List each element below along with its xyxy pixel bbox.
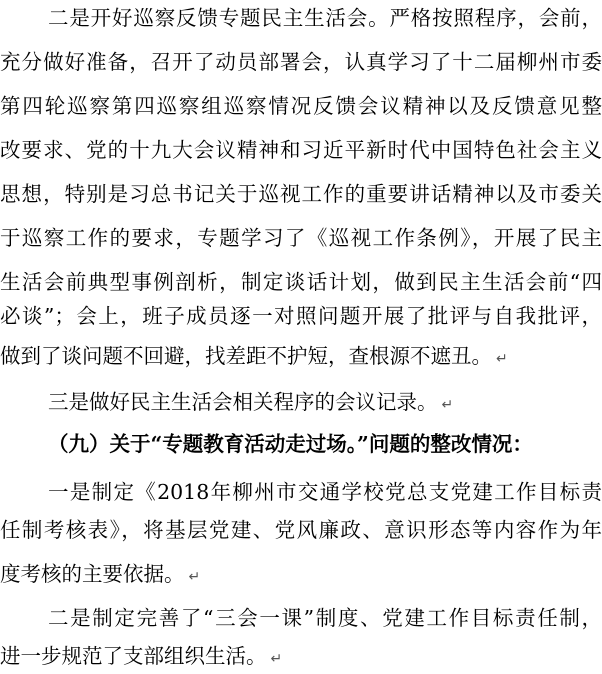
text-line: 任制考核表》，将基层党建、党风廉政、意识形态等内容作为年 xyxy=(0,518,602,542)
text-line xyxy=(0,340,602,372)
text-line: 必谈”；会上，班子成员逐一对照问题开展了批评与自我批评， xyxy=(0,304,602,328)
paragraph-mark-icon: ↵ xyxy=(270,651,283,667)
line-text: 度考核的主要依据。 xyxy=(0,562,185,586)
line-text: 做到了谈问题不回避，找差距不护短，查根源不遮丑。 xyxy=(0,344,492,368)
text-line: 第四轮巡察第四巡察组巡察情况反馈会议精神以及反馈意见整 xyxy=(0,94,602,118)
paragraph-mark-icon: ↵ xyxy=(188,569,201,585)
text-line xyxy=(0,640,602,672)
text-line: 改要求、党的十九大会议精神和习近平新时代中国特色社会主义 xyxy=(0,138,602,162)
section-heading: （九）关于“专题教育活动走过场。”问题的整改情况： xyxy=(48,432,533,456)
paragraph-mark-icon: ↵ xyxy=(441,397,454,413)
text-line: 充分做好准备，召开了动员部署会，认真学习了十二届柳州市委 xyxy=(0,50,602,74)
text-line: 一是制定《2018年柳州市交通学校党总支党建工作目标责 xyxy=(48,480,602,504)
text-line: 二是制定完善了“三会一课”制度、党建工作目标责任制， xyxy=(48,606,602,630)
paragraph-mark-icon: ↵ xyxy=(496,351,508,367)
line-text: 三是做好民主生活会相关程序的会议记录。 xyxy=(48,390,438,414)
text-line xyxy=(0,558,602,590)
text-line: 生活会前典型事例剖析，制定谈话计划，做到民主生活会前“四 xyxy=(0,270,602,294)
text-line xyxy=(0,386,602,418)
line-text: 进一步规范了支部组织生活。 xyxy=(0,644,267,668)
text-line: 于巡察工作的要求，专题学习了《巡视工作条例》，开展了民主 xyxy=(0,226,602,250)
text-line: 思想，特别是习总书记关于巡视工作的重要讲话精神以及市委关 xyxy=(0,182,602,206)
text-line: 二是开好巡察反馈专题民主生活会。严格按照程序，会前， xyxy=(48,6,602,30)
